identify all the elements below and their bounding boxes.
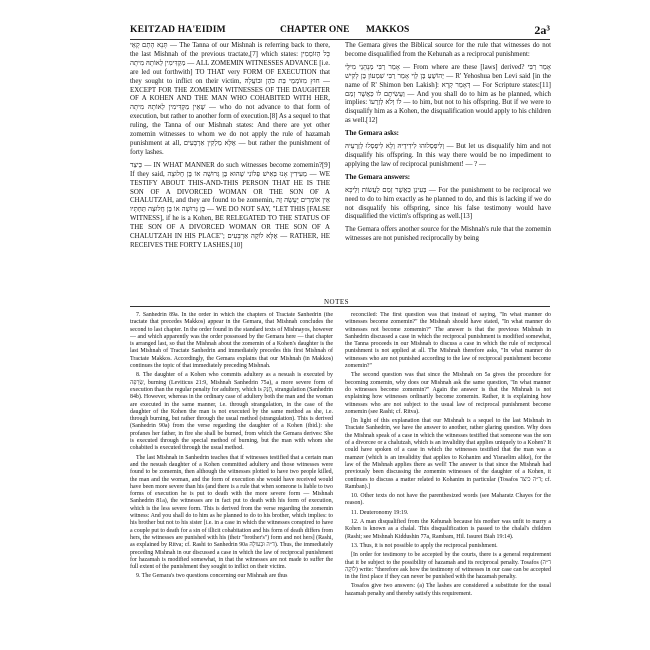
note-paragraph: reconciled: The first question was that instead of saying, "In what manner do witnesses become zomemin?" the Mishnah should have stated, "In what manner do witnesses not become zomemin?" The answer is that the previous Mishnah in Sanhedrin discussed a case in which the reciprocal punishment is modified somewhat, the Tanna proceeds in our Mishnah to discuss a case in which the rule of reciprocal punishment is not applied at all. The Mishnah therefore asks, "In what manner do witnesses who are not punished according to the law of reciprocal punishment become zomemin?" [345,312,551,370]
main-paragraph: כֵּיצַד — IN WHAT MANNER do such witnesses become zomemin?[9] If they said, מְעִידִין אָנוּ בְּאִישׁ פְּלוֹנִי שֶׁהוּא בֶּן גְּרוּשָׁה אוֹ בֶּן חֲלוּצָה — WE TESTIFY ABOUT THIS-AND-THIS PERSON THAT HE IS THE SON OF A DIVORCED WOMAN OR THE SON OF A CHALUTZAH, and they are found to be zomemin, אֵין אוֹמְרִים יֵעָשֶׂה זֶה בֶּן גְּרוּשָׁה אוֹ בֶּן חֲלוּצָה תַּחְתָּיו — WE DO NOT SAY, "LET THIS [FALSE WITNESS], if he is a Kohen, BE RELEGATED TO THE STATUS OF THE SON OF A DIVORCED WOMAN OR THE SON OF A CHALUTZAH IN HIS PLACE"; אֶלָּא לוֹקֶה אַרְבָּעִים — RATHER, HE RECEIVES THE FORTY LASHES.[10] [130,161,330,249]
note-paragraph: 9. The Gemara's two questions concerning our Mishnah are thus [136,573,288,580]
notes-column-right [345,312,551,642]
main-paragraph: בְּעִינַן כַּאֲשֶׁר זָמַם לַעֲשׂוֹת וְלֵיכָּא — For the punishment to be reciprocal we need to do to him exactly as he planned to do, and this is lacking if we do not disqualify his offspring, since his false testimony would have disqualified the victim's offspring as well.[13] [345,186,551,221]
notes-divider [130,306,550,307]
note-paragraph: [In light of this explanation that our Mishnah is a sequel to the last Mishnah in Tractate Sanhedrin, we have the answer to another, rather glaring question. Why does the Mishnah speak of a case in which the witnesses testified that someone was the son of a divorcee or a chalutzah, which is an invalidity that applies uniquely to a Kohen? It could have spoken of a case in which the witnesses testified that the man was a mamzer (which is an invalidity that applies to Kohanim and Yisraelim alike), for the law of the Mishnah applies there as well! The answer is that since the Mishnah had previously been discussing the zomemin witnesses of the daughter of a Kohen, it continues to discuss a matter related to Kohanim in particular (Tosafos ד״ה כיצד; cf. Ramban).] [345,418,551,490]
note-paragraph: 11. Deuteronomy 19:19. [351,509,409,516]
header-rule [130,39,550,40]
note-paragraph: The second question was that since the Mishnah on 5a gives the procedure for becoming zomemin, why does our Mishnah ask the same question, "In what manner do witnesses become zomemin?" Again the answer is that the Mishnah is not explaining how witnesses ordinarily become zomemin. Rather, it is explaining how witnesses who are not subject to the usual law of reciprocal punishment become zomemin (see Rashi; cf. Ritva). [345,372,551,415]
main-paragraph: אָמַר רַבִּי מְנָהָנֵי מִילֵּי — From where are these [laws] derived? אָמַר רַבִּי יְהוֹשֻׁעַ בֶּן לֵוִי אָמַר רַבִּי שִׁמְעוֹן בֶּן לָקִישׁ — R' Yehoshua ben Levi said [in the name of R' Shimon ben Lakish]: דְּאָמַר קְרָא — For Scripture states:[11] וַעֲשִׂיתֶם לוֹ כַּאֲשֶׁר זָמַם — And you shall do to him as he planned, which implies: לוֹ וְלֹא לְזַרְעוֹ — to him, but not to his offspring. But if we were to disqualify him as a Kohen, the disqualification would apply to his children as well.[12] [345,63,551,125]
main-paragraph: The Gemara gives the Biblical source for the rule that witnesses do not become disqualified from the Kehunah as a reciprocal punishment: [345,42,551,58]
notes-title: NOTES [318,298,355,306]
main-paragraph: תָּנָא הָתָם קָאֵי — The Tanna of our Mishnah is referring back to there, the last Mishnah of the previous tractate,[7] which states: כָּל הַזּוֹמְמִין מַקְדִּימִין לְאוֹתָהּ מִיתָה — ALL ZOMEMIN WITNESSES ADVANCE [i.e. are led out forthwith] TO THAT very FORM OF EXECUTION that they sought to inflict on their victim, חוּץ מִזּוֹמְמֵי בַּת כֹּהֵן וּבוֹעֲלָהּ — EXCEPT FOR THE ZOMEMIN WITNESSES OF THE DAUGHTER OF A KOHEN AND THE MAN WHO COHABITED WITH HER, שֶׁאֵין מַקְדִּימִין לְאוֹתָהּ מִיתָה — who do not advance to that form of execution, but rather to another form of execution.[8] As a sequel to that ruling, the Tanna of our Mishnah states: And there are yet other zomemin witnesses to whom we do not apply the rule of hazamah punishment at all, אֶלָּא מַלְקִין אַרְבָּעִים — but rather the punishment of forty lashes. [130,42,330,156]
note-paragraph: 8. The daughter of a Kohen who commits adultery as a nesuah is executed by שְׂרֵפָה, burning (Leviticus 21:9, Mishnah Sanhedrin 75a), a more severe form of execution than the regular penalty for adultery, which is חֶנֶק, strangulation (Sanhedrin 84b). However, whereas in the ordinary case of adultery both the man and the woman are executed in the same manner, i.e. through strangulation, in the case of the daughter of the Kohen the man is not executed by the same method as she, i.e. through burning, but rather through the usual method (strangulation). This is derived (Sanhedrin 90a) from the verse regarding the daughter of a Kohen (ibid.): she profanes her father, in fire she shall be burned, from which the Gemara derives: She is executed through the special method of burning, but the man with whom she cohabited is executed through the usual method. [130,372,333,452]
page-number: 2a³ [534,23,550,37]
note-paragraph: Tosafos give two answers: (a) The lashes are considered a substitute for the usual hazamah penalty and thereby satisfy this requirement. [345,583,551,597]
note-paragraph: 7. Sanhedrin 89a. In the order in which the chapters of Tractate Sanhedrin (the tractate that precedes Makkos) appear in the Gemara, that Mishnah concludes the second to last chapter. In the order found in the standard texts of Mishnayos, however — and which apparently was the order possessed by the Gemara here — that chapter is arranged last, so that the Mishnah about the zomemin of a Kohen's daughter is the last Mishnah of Tractate Sanhedrin and immediately precedes this first Mishnah of Tractate Makkos. Accordingly, the Gemara explains that our Mishnah (in Makkos) continues the topic of that immediately preceding Mishnah. [130,312,333,370]
main-paragraph: The Gemara offers another source for the Mishnah's rule that the zomemin witnesses are not punished reciprocally by being [345,226,551,243]
main-paragraph: וְלִיפְסְלוּהוּ לִידִידֵיהּ וְלָא לִיפְסְלוּ לְזַרְעֵיהּ — But let us disqualify him and not disqualify his offspring. In this way there would be no impediment to applying the law of reciprocal punishment! — ? — [345,143,551,168]
note-paragraph: [In order for testimony to be accepted by the courts, there is a general requirement that it be subject to the possibility of hazamah and its reciprocal penalty. Tosafos (ד״ה לוֹקֶה) write: "therefore ask how the testimony of witnesses in our case can be accepted in the first place if they can never be punished with the hazamah penalty. [345,552,551,581]
tractate-header-right: MAKKOS [366,25,410,35]
note-paragraph: 10. Other texts do not have the parenthesized words (see Maharatz Chayes for the reason). [345,493,551,507]
main-text-column-right [345,42,551,312]
notes-column-left [130,312,333,642]
main-paragraph: The Gemara answers: [345,173,411,181]
main-paragraph: The Gemara asks: [345,130,399,138]
tractate-header-left: KEITZAD HA'EIDIM [130,25,226,35]
running-header [130,25,550,39]
note-paragraph: The last Mishnah in Sanhedrin teaches that if witnesses testified that a certain man and the nesuah daughter of a Kohen committed adultery and those witnesses were found to be zomemin, then although the witnesses plotted to have two people killed, the man and the woman, and the form of execution she would have received would have been more severe than his (and there is a rule that when someone is liable to two forms of execution he is put to death with the more severe form — Mishnah Sanhedrin 81a), the witnesses are in fact put to death with his form of execution, which is the less severe form. This is derived from the verse regarding the zomemin witness: And you shall do to him as he planned to do to his brother, which implies: to his brother but not to his sister [i.e. in a case in which the witnesses conspired to have a couple put to death for a sin of illicit cohabitation and his form of death differs from hers, the witnesses are punished with his (their "brother's") form and not hers] (Rashi, as explained by Ritva; cf. Rashi to Sanhedrin 90a ד״ה וּבְעוֹלָהּ). Thus, the immediately preceding Mishnah in our discussed a case in which the law of reciprocal punishment for hazamah is modified somewhat, in that the witnesses are not made to suffer the full extent of the punishment they sought to inflict on their victim. [130,454,333,571]
main-text-column-left [130,42,330,312]
chapter-header: CHAPTER ONE [280,25,350,35]
note-paragraph: 12. A man disqualified from the Kehunah because his mother was unfit to marry a Kohen is known as a chalal. This disqualification is passed to the chalal's children (Rashi; see Mishnah Kiddushin 77a, Rambam, Hil. Issurei Biah 19:14). [345,519,551,540]
note-paragraph: 13. Thus, it is not possible to apply the reciprocal punishment. [351,542,498,549]
